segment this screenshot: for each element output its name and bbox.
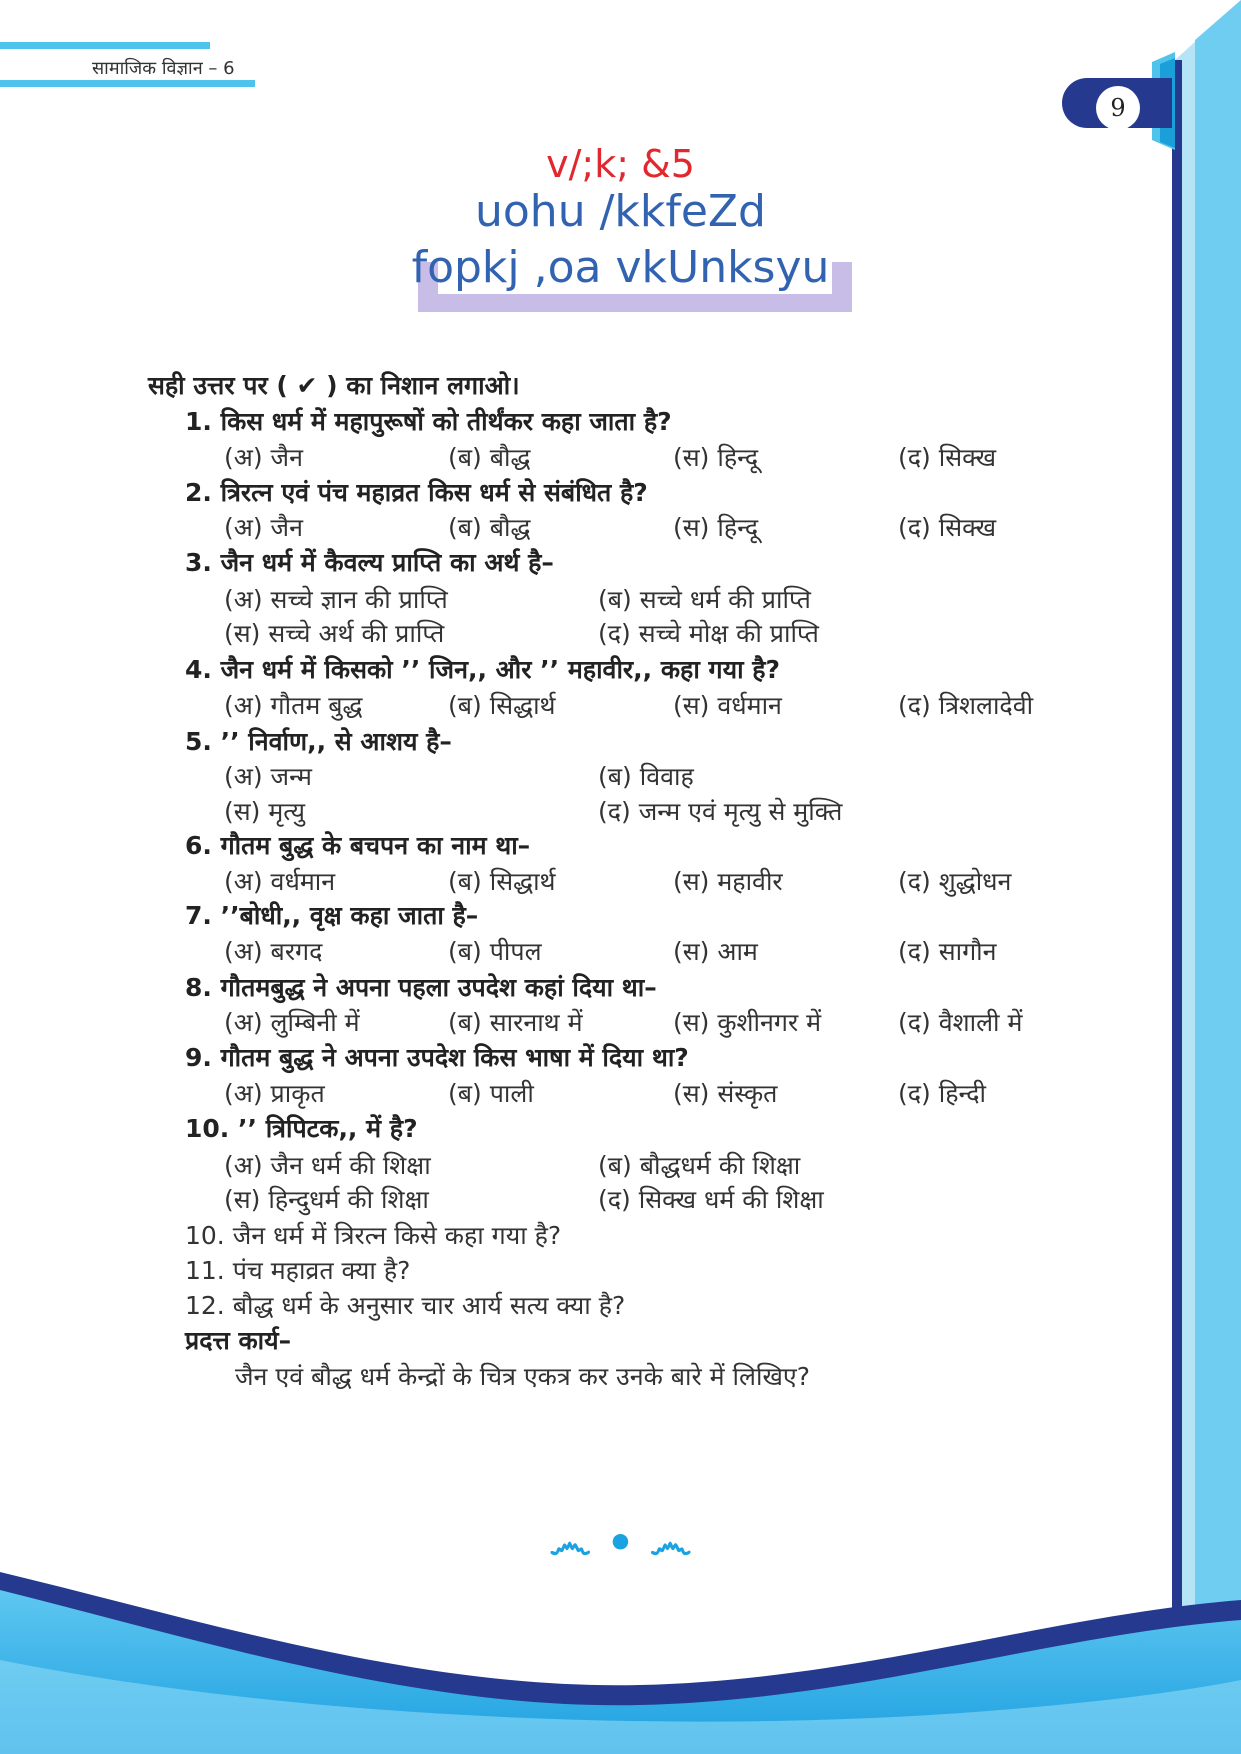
assignment-text: जैन एवं बौद्ध धर्म केन्द्रों के चित्र एकत्र कर उनके बारे में लिखिए? xyxy=(235,1362,810,1391)
bottom-wave xyxy=(0,1560,1241,1754)
option: (ब) विवाह xyxy=(598,762,694,791)
chapter-title-line2: fopkj ,oa vkUnksyu xyxy=(411,242,830,293)
option: (अ) गौतम बुद्ध xyxy=(224,691,363,720)
option: (द) जन्म एवं मृत्यु से मुक्ति xyxy=(598,797,843,826)
option: (अ) सच्चे ज्ञान की प्राप्ति xyxy=(224,585,448,614)
option: (ब) बौद्ध xyxy=(448,513,531,542)
option: (स) हिन्दुधर्म की शिक्षा xyxy=(224,1185,429,1214)
option: (स) महावीर xyxy=(673,867,783,896)
option: (द) शुद्धोधन xyxy=(898,867,1012,896)
question-10: 10. ’’ त्रिपिटक,, में है? xyxy=(185,1114,418,1143)
short-question-10: 10. जैन धर्म में त्रिरत्न किसे कहा गया है? xyxy=(185,1221,562,1250)
option: (अ) जैन xyxy=(224,443,303,472)
option: (ब) सारनाथ में xyxy=(448,1008,583,1037)
assignment-heading: प्रदत्त कार्य– xyxy=(185,1326,292,1355)
option: (द) सिक्ख xyxy=(898,443,997,472)
option: (ब) सिद्धार्थ xyxy=(448,867,556,896)
question-1: 1. किस धर्म में महापुरूषों को तीर्थंकर कहा जाता है? xyxy=(185,407,672,436)
option: (स) हिन्दू xyxy=(673,513,759,542)
option: (ब) सिद्धार्थ xyxy=(448,691,556,720)
question-3: 3. जैन धर्म में कैवल्य प्राप्ति का अर्थ है– xyxy=(185,548,554,577)
lesson-number: v/;k; &5 xyxy=(546,142,695,186)
option: (स) संस्कृत xyxy=(673,1079,778,1108)
question-6: 6. गौतम बुद्ध के बचपन का नाम था– xyxy=(185,831,531,860)
option: (द) सागौन xyxy=(898,937,997,966)
footer-ornament-icon: ෴ • ෴ xyxy=(549,1518,692,1569)
question-9: 9. गौतम बुद्ध ने अपना उपदेश किस भाषा में दिया था? xyxy=(185,1043,689,1072)
option: (स) मृत्यु xyxy=(224,797,306,826)
option: (स) आम xyxy=(673,937,758,966)
question-4: 4. जैन धर्म में किसको ’’ जिन,, और ’’ महावीर,, कहा गया है? xyxy=(185,655,781,684)
option: (अ) लुम्बिनी में xyxy=(224,1008,360,1037)
option: (स) हिन्दू xyxy=(673,443,759,472)
question-5: 5. ’’ निर्वाण,, से आशय है– xyxy=(185,727,452,756)
option: (अ) वर्धमान xyxy=(224,867,336,896)
short-question-11: 11. पंच महाव्रत क्या है? xyxy=(185,1256,411,1285)
option: (अ) जैन धर्म की शिक्षा xyxy=(224,1151,431,1180)
option: (द) सिक्ख xyxy=(898,513,997,542)
option: (अ) जन्म xyxy=(224,762,313,791)
page-number: 9 xyxy=(1096,86,1140,130)
chapter-title-line1: uohu /kkfeZd xyxy=(475,186,766,237)
option: (ब) पाली xyxy=(448,1079,534,1108)
option: (द) सिक्ख धर्म की शिक्षा xyxy=(598,1185,824,1214)
option: (द) त्रिशलादेवी xyxy=(898,691,1034,720)
question-8: 8. गौतमबुद्ध ने अपना पहला उपदेश कहां दिया था– xyxy=(185,973,657,1002)
option: (ब) बौद्धधर्म की शिक्षा xyxy=(598,1151,801,1180)
question-7: 7. ’’बोधी,, वृक्ष कहा जाता है– xyxy=(185,901,479,930)
option: (द) वैशाली में xyxy=(898,1008,1023,1037)
option: (ब) बौद्ध xyxy=(448,443,531,472)
option: (स) वर्धमान xyxy=(673,691,782,720)
question-2: 2. त्रिरत्न एवं पंच महाव्रत किस धर्म से संबंधित है? xyxy=(185,478,648,507)
option: (अ) प्राकृत xyxy=(224,1079,325,1108)
option: (अ) बरगद xyxy=(224,937,323,966)
instruction: सही उत्तर पर ( ✔ ) का निशान लगाओ। xyxy=(148,371,520,400)
short-question-12: 12. बौद्ध धर्म के अनुसार चार आर्य सत्य क्या है? xyxy=(185,1291,626,1320)
option: (द) हिन्दी xyxy=(898,1079,986,1108)
option: (द) सच्चे मोक्ष की प्राप्ति xyxy=(598,619,819,648)
option: (स) सच्चे अर्थ की प्राप्ति xyxy=(224,619,445,648)
option: (अ) जैन xyxy=(224,513,303,542)
option: (ब) पीपल xyxy=(448,937,542,966)
option: (ब) सच्चे धर्म की प्राप्ति xyxy=(598,585,811,614)
header-title: सामाजिक विज्ञान – 6 xyxy=(92,58,235,79)
option: (स) कुशीनगर में xyxy=(673,1008,822,1037)
